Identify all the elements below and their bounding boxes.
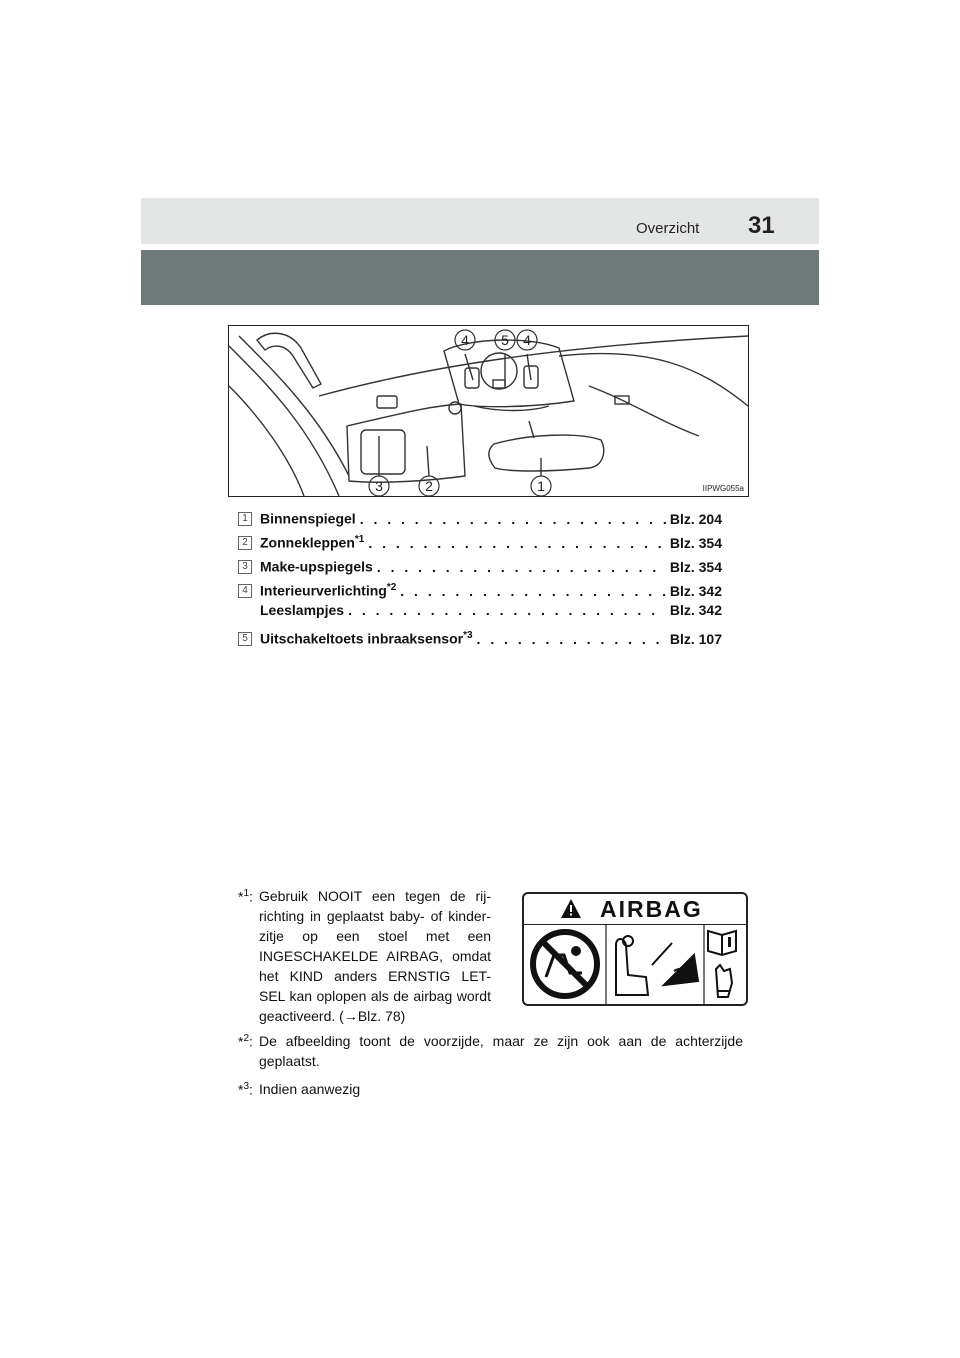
item-number: 2 <box>238 536 252 550</box>
footnote-marker: *$^3$: <box>238 1081 253 1098</box>
overhead-console-drawing <box>229 326 748 496</box>
list-item <box>238 630 722 652</box>
list-item <box>238 602 722 624</box>
dot-leader <box>348 602 666 618</box>
figure-code: IIPWG055a <box>702 484 744 493</box>
callout-4-right: 4 <box>523 332 531 348</box>
item-name: Leeslampjes <box>260 602 345 618</box>
section-band <box>141 250 819 305</box>
airbag-warning-label <box>522 892 748 1006</box>
item-number: 1 <box>238 512 252 526</box>
airbag-deploy-icon <box>616 936 698 995</box>
item-number: 5 <box>238 632 252 646</box>
callout-4-left: 4 <box>461 332 469 348</box>
callout-3: 3 <box>375 478 383 494</box>
list-item <box>238 582 722 604</box>
item-name: Make-upspiegels <box>260 558 373 575</box>
page-reference[interactable]: Blz. 354 <box>669 534 722 551</box>
section-title: Overzicht <box>636 220 700 237</box>
item-name: Interieurverlichting <box>260 582 387 599</box>
callout-1: 1 <box>537 478 545 494</box>
footnote-text: Indien aanwezig <box>259 1081 361 1097</box>
callout-2: 2 <box>425 478 433 494</box>
item-number: 3 <box>238 560 252 574</box>
footnote-marker: *$^2$: <box>238 1033 253 1050</box>
no-rear-facing-child-seat-icon <box>533 932 597 996</box>
item-name: Uitschakeltoets inbraaksensor <box>260 630 464 647</box>
page-reference[interactable]: Blz. 204 <box>669 510 722 527</box>
item-sup: *1 <box>354 534 365 545</box>
dot-leader <box>477 631 666 647</box>
item-number: 4 <box>238 584 252 598</box>
item-sup: *3 <box>463 630 473 641</box>
page-reference[interactable]: Blz. 354 <box>669 558 722 575</box>
page-number: 31 <box>748 212 775 239</box>
airbag-label-header <box>524 894 746 925</box>
list-item <box>238 510 722 532</box>
footnote-text: De afbeelding toont de voorzijde, maar ze zijn ook aan de achterzijde geplaatst. <box>259 1033 743 1069</box>
read-manual-icon <box>708 931 736 997</box>
header-bar <box>141 198 819 244</box>
dot-leader <box>360 511 666 527</box>
page-reference[interactable]: Blz. 342 <box>669 602 722 618</box>
item-name: Binnenspiegel <box>260 510 356 527</box>
item-name: Zonnekleppen <box>260 534 355 551</box>
dot-leader <box>368 535 666 551</box>
page-reference[interactable]: Blz. 342 <box>669 582 722 599</box>
list-item <box>238 534 722 556</box>
callout-5: 5 <box>501 332 509 348</box>
interior-illustration <box>228 325 749 497</box>
dot-leader <box>400 583 666 599</box>
page-reference[interactable]: Blz. 107 <box>669 630 722 647</box>
item-sup: *2 <box>386 582 397 593</box>
airbag-title: AIRBAG <box>600 896 703 922</box>
footnote-text: Gebruik NOOIT een tegen de rij- richting in geplaatst baby- of kinder- zitje op een stoel met een INGESCHAKELDE AIRBAG, omdat het KIND anders ERNSTIG LET- SEL kan oplopen als de airbag wordt geactiveerd. (→Blz. 78) <box>259 888 491 1024</box>
list-item <box>238 558 722 580</box>
dot-leader <box>377 559 666 575</box>
footnote-marker: *$^1$: <box>238 888 253 905</box>
warning-triangle-icon <box>560 898 582 920</box>
